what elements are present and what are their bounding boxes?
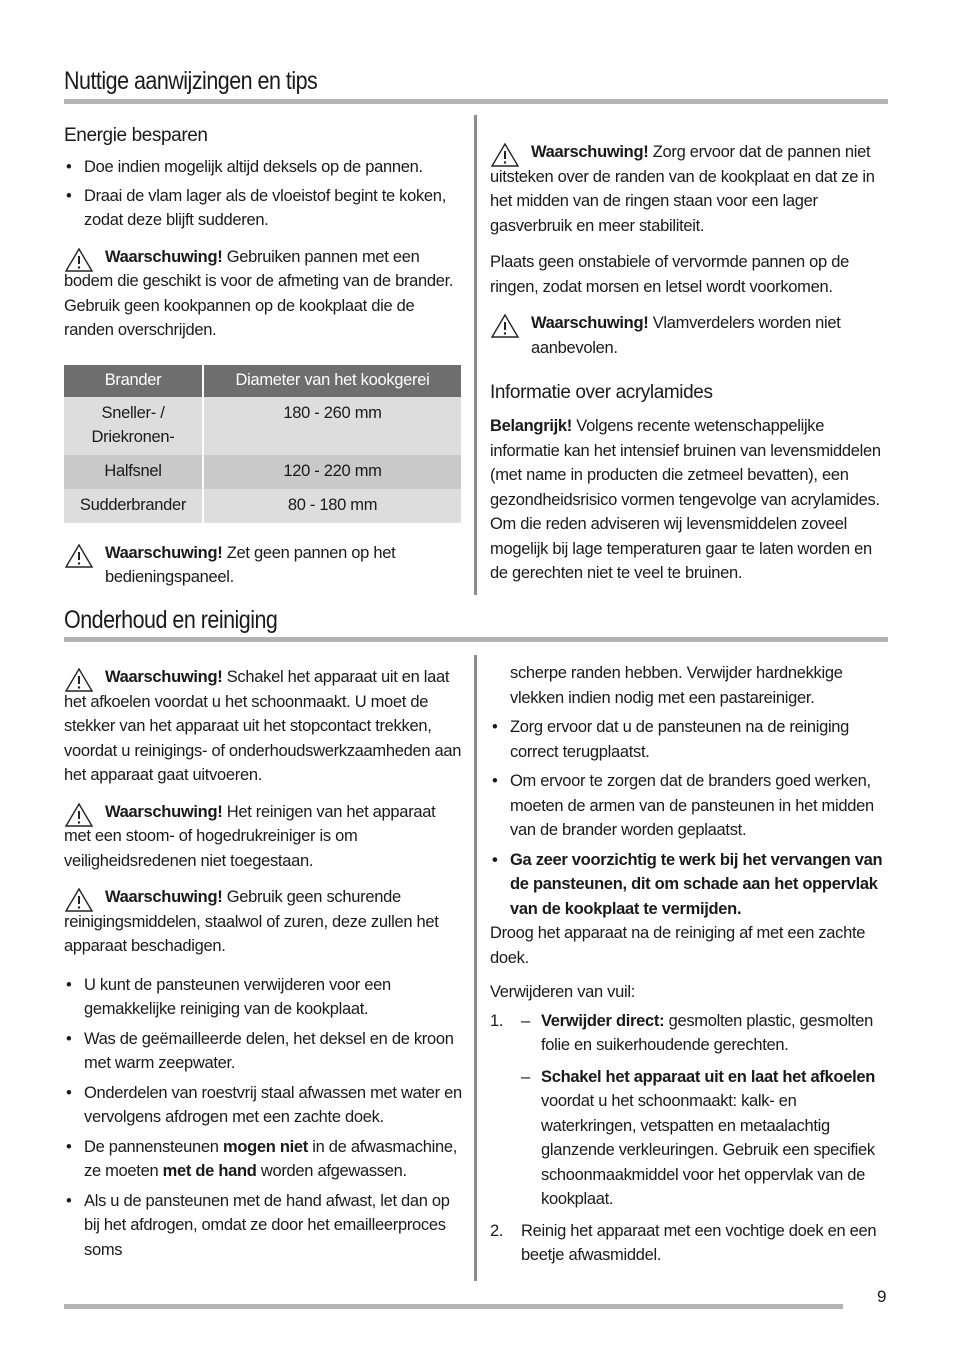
warning-triangle-icon	[64, 667, 94, 693]
table-cell-diameter: 180 - 260 mm	[203, 397, 461, 455]
maintenance-left-column	[64, 665, 464, 1262]
substep-label: Verwijder direct:	[541, 1011, 665, 1030]
dirt-step	[490, 1219, 888, 1268]
warning-text: Zorg ervoor dat de pannen niet uitsteken over de randen van de kookplaat en dat ze in het midden van de ringen staan voor een lager gasverbruik en meer stabiliteit.	[490, 143, 875, 235]
table-header-diameter: Diameter van het kookgerei	[203, 365, 461, 397]
cleaning-bullet-list	[490, 715, 888, 921]
section-title-maintenance: Onderhoud en reiniging	[64, 606, 278, 634]
acrylamide-text: Volgens recente wetenschappelijke informatie kan het intensief bruinen van levensmiddelen (met name in producten die zetmeel bevatten), een gezondheidsrisico vormen tengevolge van acrylamides. Om die reden adviseren wij levensmiddelen zoveel mogelijk bij lage temperaturen gaar te laten worden en de gerechten niet te veel te bruinen.	[490, 417, 881, 582]
table-cell-burner: Halfsnel	[64, 455, 203, 489]
section-divider	[64, 637, 888, 642]
energy-bullet: • Doe indien mogelijk altijd deksels op de pannen.	[64, 155, 464, 180]
step-number: 1.	[490, 1011, 504, 1030]
table-row	[64, 489, 461, 523]
bullet-emphasis: met de hand	[162, 1162, 257, 1180]
warning-text: Zet geen pannen op het bedieningspaneel.	[105, 543, 396, 586]
energy-column	[64, 123, 464, 590]
cleaning-bullet: • U kunt de pansteunen verwijderen voor een gemakkelijke reiniging van de kookplaat.	[64, 973, 464, 1022]
dirt-heading: Verwijderen van vuil:	[490, 983, 636, 1001]
burner-table	[64, 365, 461, 523]
substep	[521, 1065, 888, 1212]
stability-paragraph: Plaats geen onstabiele of vervormde pannen op de ringen, zodat morsen en letsel wordt voorkomen.	[490, 253, 849, 296]
warning-label: Waarschuwing!	[531, 143, 649, 161]
step-text: Reinig het apparaat met een vochtige doek en een beetje afwasmiddel.	[521, 1221, 877, 1264]
maintenance-right-column	[490, 661, 888, 1268]
acrylamide-paragraph	[490, 414, 888, 586]
warning-text: Schakel het apparaat uit en laat het afkoelen voordat u het schoonmaakt. U moet de stekker van het apparaat uit het stopcontact trekken, voordat u reinigings- of onderhoudswerkzaamheden aan het apparaat gaat uitvoeren.	[64, 668, 462, 784]
substep-text: voordat u het schoonmaakt: kalk- en waterkringen, vetspatten en metaalachtig glanzende verkleuringen. Gebruik een specifiek schoonmaakmiddel voor het oppervlak van de kookplaat.	[541, 1092, 875, 1208]
cleaning-bullet: • Zorg ervoor dat u de pansteunen na de reiniging correct terugplaatst.	[490, 715, 888, 764]
column-divider	[474, 655, 477, 1281]
dirt-removal-steps	[490, 1009, 888, 1268]
warning-triangle-icon	[490, 142, 520, 168]
substep-label: Schakel het apparaat uit en laat het afkoelen	[541, 1067, 876, 1086]
column-divider	[474, 115, 477, 595]
table-cell-burner: Sudderbrander	[64, 489, 203, 523]
warning-steam-cleaner	[64, 800, 464, 874]
cleaning-bullet: • Was de geëmailleerde delen, het deksel en de kroon met warm zeepwater.	[64, 1027, 464, 1076]
cleaning-bullet: • Als u de pansteunen met de hand afwast, let dan op bij het afdrogen, omdat ze door het emailleerproces soms	[64, 1189, 464, 1263]
warning-text: Gebruik geen schurende reinigingsmiddelen, staalwol of zuren, deze zullen het apparaat beschadigen.	[64, 888, 439, 955]
energy-bullet: • Draai de vlam lager als de vloeistof begint te koken, zodat deze blijft sudderen.	[64, 184, 464, 233]
warning-label: Waarschuwing!	[105, 668, 223, 686]
table-row	[64, 455, 461, 489]
warning-triangle-icon	[64, 247, 94, 273]
cleaning-bullet: • Onderdelen van roestvrij staal afwassen met water en vervolgens afdrogen met een zachte doek.	[64, 1081, 464, 1130]
warning-switch-off	[64, 665, 464, 788]
substep-text: gesmolten plastic, gesmolten folie en suikerhoudende gerechten.	[541, 1011, 873, 1054]
warning-pan-placement	[490, 140, 888, 238]
substep	[521, 1009, 888, 1058]
warning-label: Waarschuwing!	[105, 888, 223, 906]
continuation-text: scherpe randen hebben. Verwijder hardnekkige vlekken indien nodig met een pastareiniger.	[510, 664, 843, 707]
warning-triangle-icon	[64, 543, 94, 569]
dry-paragraph: Droog het apparaat na de reiniging af met een zachte doek.	[490, 924, 866, 967]
page-number: 9	[877, 1287, 887, 1306]
table-cell-diameter: 120 - 220 mm	[203, 455, 461, 489]
bullet-emphasis: mogen niet	[222, 1137, 308, 1156]
warning-abrasives	[64, 885, 464, 959]
bullet-text: De pannensteunen	[84, 1137, 219, 1156]
energy-bullet-list	[64, 155, 464, 233]
section-divider	[64, 99, 888, 104]
pan-placement-column	[490, 140, 888, 586]
cleaning-bullet-list	[64, 973, 464, 1263]
warning-text: Het reinigen van het apparaat met een stoom- of hogedrukreiniger is om veiligheidsredenen niet toegestaan.	[64, 802, 436, 870]
warning-pan-size	[64, 245, 464, 343]
warning-control-panel	[64, 541, 464, 590]
warning-text: Vlamverdelers worden niet aanbevolen.	[531, 314, 841, 357]
bullet-text: worden afgewassen.	[260, 1162, 407, 1180]
table-cell-diameter: 80 - 180 mm	[203, 489, 461, 523]
cleaning-bullet: • Om ervoor te zorgen dat de branders goed werken, moeten de armen van de pansteunen in het midden van de brander worden geplaatst.	[490, 769, 888, 843]
footer-divider	[64, 1304, 843, 1309]
acrylamide-heading: Informatie over acrylamides	[490, 382, 713, 403]
warning-triangle-icon	[64, 887, 94, 913]
table-row	[64, 397, 461, 455]
warning-label: Waarschuwing!	[105, 802, 223, 821]
table-cell-burner: Sneller- / Driekronen-	[64, 397, 203, 455]
energy-heading: Energie besparen	[64, 125, 208, 146]
step-substeps	[521, 1009, 888, 1212]
warning-label: Waarschuwing!	[105, 543, 223, 562]
important-label: Belangrijk!	[490, 417, 572, 435]
cleaning-bullet-emphasis: • Ga zeer voorzichtig te werk bij het vervangen van de pansteunen, dit om schade aan het oppervlak van de kookplaat te vermijden.	[490, 848, 888, 922]
section-title-tips: Nuttige aanwijzingen en tips	[64, 67, 318, 95]
warning-flame-spreaders	[490, 311, 888, 360]
warning-label: Waarschuwing!	[531, 314, 649, 332]
dirt-step	[490, 1009, 888, 1212]
step-number: 2.	[490, 1221, 504, 1240]
cleaning-bullet	[64, 1135, 464, 1184]
warning-triangle-icon	[490, 313, 520, 339]
bullet-text: in de afwasmachine, ze moeten	[84, 1137, 457, 1180]
warning-triangle-icon	[64, 802, 94, 828]
table-header-burner: Brander	[64, 365, 203, 397]
warning-label: Waarschuwing!	[105, 247, 223, 266]
warning-text: Gebruiken pannen met een bodem die geschikt is voor de afmeting van de brander. Gebruik geen kookpannen op de kookplaat die de randen overschrijden.	[64, 247, 454, 339]
